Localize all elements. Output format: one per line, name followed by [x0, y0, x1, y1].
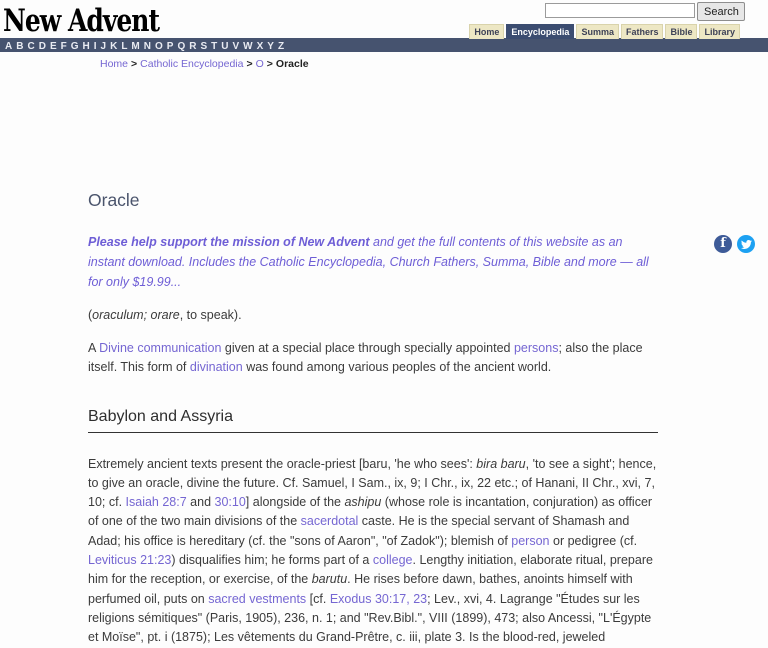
inline-link[interactable]: Isaiah 28:7 [125, 495, 187, 510]
alphabet-letter[interactable]: S [200, 41, 208, 52]
text-segment: and get the full contents of this website as an instant download. Includes the Catholic Encyclopedia, Church Fathers, Summa, Bible and more — all for only $19.99... [88, 235, 649, 289]
alphabet-letter[interactable]: E [49, 41, 57, 52]
alphabet-letter[interactable]: K [110, 41, 118, 52]
body-paragraph [88, 455, 658, 648]
intro-paragraph [88, 339, 658, 378]
text-segment: barutu [311, 572, 348, 587]
alphabet-letter[interactable]: U [221, 41, 229, 52]
breadcrumb-home[interactable]: Home [100, 58, 129, 70]
section-divider [88, 432, 658, 433]
alphabet-letter[interactable]: X [256, 41, 264, 52]
alphabet-letter[interactable]: A [5, 41, 13, 52]
text-segment: caste. He is the special servant of Shamash and Adad; his office is hereditary (cf. the "sons of Aaron", "of Zadok"); blemish of [88, 514, 630, 548]
breadcrumb [100, 58, 768, 70]
text-segment: , 'to see a sight'; hence, to give an oracle, divine the future. Cf. Samuel, I Sam., ix, 9; I Chr., ix, 22 etc.; of Hanani, II Chr., xvi, 7, 10; cf. [88, 456, 657, 510]
tab-home[interactable]: Home [469, 24, 504, 39]
text-segment: (whose role is incantation, conjuration) as officer of one of the two main divisions of the [88, 495, 653, 529]
inline-link[interactable]: Leviticus 21:23 [88, 553, 172, 568]
breadcrumb-separator: > [246, 58, 253, 70]
alphabet-letter[interactable]: L [121, 41, 128, 52]
text-segment: , to speak). [179, 308, 242, 322]
inline-link[interactable]: sacred vestments [208, 591, 307, 606]
tab-library[interactable]: Library [699, 24, 740, 39]
inline-link[interactable]: person [511, 533, 550, 548]
search-input[interactable] [545, 3, 695, 18]
alphabet-letter[interactable]: P [166, 41, 174, 52]
text-segment: ; Lev., xvi, 4. Lagrange "Études sur les religions sémitiques" (Paris, 1905), 236, n. 1; and "Rev.Bibl.", VIII (1899), 473; also Ancessi, "L'Égypte et Moïse", pt. i (1875); Les vêtements du Grand-Prêtre, c. iii, plate 3. Is the blood-red, jeweled [88, 591, 652, 645]
site-logo[interactable]: New Advent [3, 3, 160, 39]
section-heading: Babylon and Assyria [88, 407, 233, 425]
breadcrumb-current: Oracle [275, 58, 309, 70]
alphabet-bar [0, 38, 768, 52]
search-button[interactable]: Search [697, 2, 745, 21]
alphabet-letter[interactable]: Z [277, 41, 285, 52]
social-buttons [714, 235, 755, 253]
twitter-icon[interactable] [737, 235, 755, 253]
text-segment: oraculum; orare [92, 308, 180, 322]
tab-summa[interactable]: Summa [576, 24, 619, 39]
alphabet-letter[interactable]: G [70, 41, 79, 52]
text-segment: ( [88, 308, 93, 322]
text-segment: given at a special place through specially appointed [221, 341, 514, 355]
text-segment: or pedigree (cf. [549, 533, 638, 548]
breadcrumb-catholic-encyclopedia[interactable]: Catholic Encyclopedia [140, 58, 244, 70]
inline-link[interactable]: 30:10 [214, 495, 246, 510]
text-segment: and [186, 495, 215, 510]
text-segment: Please help support the mission of New Advent [88, 235, 370, 249]
alphabet-letter[interactable]: Y [267, 41, 274, 52]
page-title: Oracle [88, 190, 140, 210]
inline-link[interactable]: Exodus 30:17, 23 [329, 591, 428, 606]
text-segment: bira baru [476, 456, 526, 471]
alphabet-letter[interactable]: O [155, 41, 163, 52]
text-segment: Extremely ancient texts present the oracle-priest [baru, 'he who sees': [88, 456, 477, 471]
text-segment: ashipu [344, 495, 382, 510]
alphabet-letter[interactable]: J [100, 41, 107, 52]
alphabet-letter[interactable]: M [131, 41, 140, 52]
inline-link[interactable]: sacerdotal [300, 514, 359, 529]
inline-link[interactable]: persons [513, 341, 559, 355]
inline-link[interactable]: Divine communication [99, 341, 222, 355]
etymology-line [88, 306, 658, 325]
article [88, 70, 658, 648]
facebook-icon[interactable]: f [714, 235, 732, 253]
text-segment: [cf. [306, 591, 330, 606]
alphabet-letter[interactable]: W [243, 41, 253, 52]
alphabet-letter[interactable]: B [16, 41, 24, 52]
breadcrumb-separator: > [266, 58, 273, 70]
alphabet-letter[interactable]: D [38, 41, 46, 52]
alphabet-letter[interactable]: F [60, 41, 67, 52]
alphabet-letter[interactable]: C [27, 41, 35, 52]
inline-link[interactable]: college [372, 553, 413, 568]
text-segment: ; also the place itself. This form of [88, 341, 643, 375]
tab-bible[interactable]: Bible [665, 24, 697, 39]
breadcrumb-separator: > [131, 58, 138, 70]
text-segment: . He rises before dawn, bathes, anoints himself with perfumed oil, puts on [88, 572, 633, 606]
alphabet-letter[interactable]: R [189, 41, 197, 52]
tab-fathers[interactable]: Fathers [621, 24, 664, 39]
twitter-bird-glyph [741, 239, 752, 250]
alphabet-letter[interactable]: Q [177, 41, 186, 52]
breadcrumb-letter-o[interactable]: O [255, 58, 264, 70]
text-segment: was found among various peoples of the ancient world. [242, 360, 552, 375]
text-segment: A [88, 341, 100, 355]
tab-encyclopedia[interactable]: Encyclopedia [506, 24, 574, 39]
alphabet-letter[interactable]: V [232, 41, 240, 52]
inline-link[interactable]: divination [189, 360, 243, 375]
text-segment: . Lengthy initiation, elaborate ritual, prepare him for the reception, or exercise, of the [88, 553, 653, 587]
alphabet-letter[interactable]: H [82, 41, 90, 52]
nav-tabs [469, 24, 740, 39]
alphabet-letter[interactable]: N [143, 41, 151, 52]
support-notice [88, 232, 658, 292]
alphabet-letter[interactable]: I [93, 41, 97, 52]
alphabet-letter[interactable]: T [211, 41, 218, 52]
top-header [0, 0, 768, 38]
text-segment: ] alongside of the [245, 495, 345, 510]
text-segment: ) disqualifies him; he forms part of a [171, 553, 373, 568]
